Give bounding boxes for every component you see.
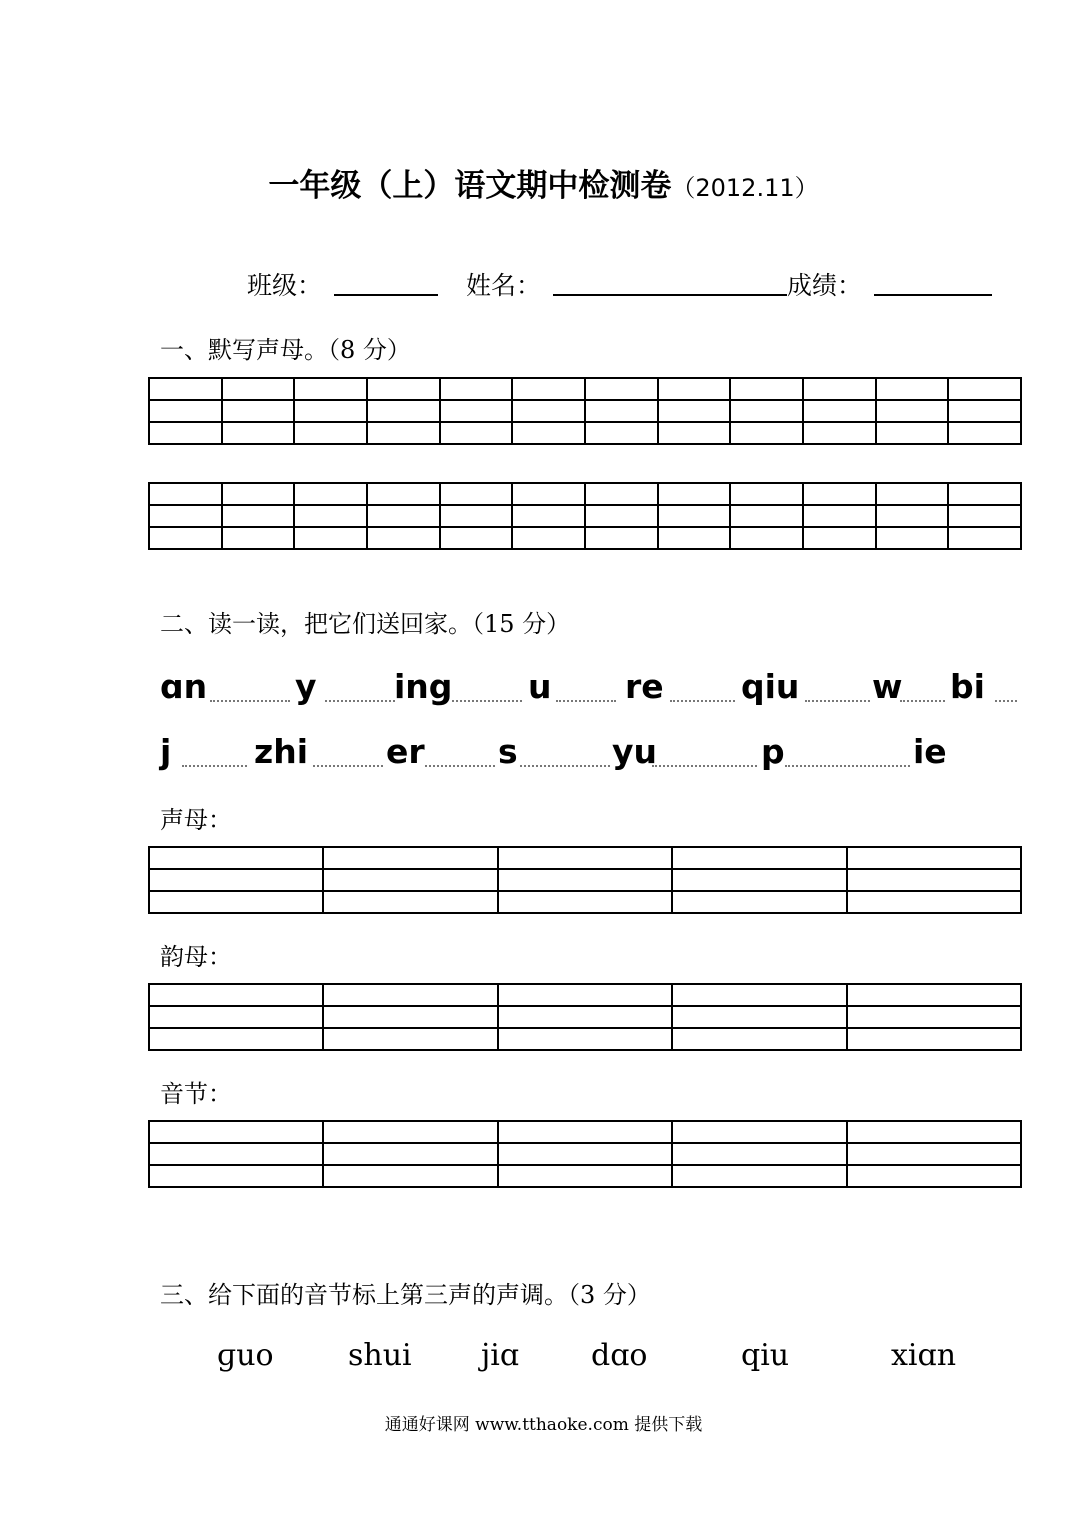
score-label: 成绩： [787,271,863,300]
pinyin-item: bi [950,667,985,706]
footer-credit: 通通好课网 www.tthaoke.com 提供下载 [384,1415,703,1435]
dotted-leader [520,765,610,767]
dotted-leader [652,765,757,767]
section3-heading: 三、给下面的音节标上第三声的声调。（3 分） [160,1281,651,1309]
pinyin-item: qiu [741,667,800,706]
shengmu-writing-grid-1[interactable] [148,377,1022,445]
title-date: （2012.11） [671,174,819,202]
dotted-leader [556,700,616,702]
tone-syllable[interactable]: qiu [741,1338,790,1373]
tone-syllable[interactable]: ɡuo [217,1338,274,1373]
dotted-leader [785,765,910,767]
yinjie-label: 音节： [160,1080,232,1108]
dotted-leader [900,700,945,702]
dotted-leader [425,765,495,767]
pinyin-item: s [498,732,518,771]
pinyin-item: p [761,732,785,771]
pinyin-item: y [295,667,317,706]
class-label: 班级： [247,271,323,300]
pinyin-item: w [872,667,903,706]
dotted-leader [995,700,1017,702]
yunmu-answer-grid[interactable] [148,983,1022,1051]
yunmu-label: 韵母： [160,943,232,971]
yinjie-answer-grid[interactable] [148,1120,1022,1188]
page-title [0,160,1087,205]
name-blank[interactable] [553,294,787,296]
dotted-leader [670,700,735,702]
pinyin-item: ie [913,732,947,771]
dotted-leader [805,700,870,702]
shengmu-answer-grid[interactable] [148,846,1022,914]
dotted-leader [182,765,247,767]
pinyin-item: j [160,732,172,771]
dotted-leader [210,700,290,702]
class-blank[interactable] [334,294,438,296]
shengmu-label: 声母： [160,806,232,834]
pinyin-item: ing [394,667,453,706]
tone-syllable[interactable]: xiɑn [891,1338,957,1373]
section1-heading: 一、默写声母。（8 分） [160,336,411,364]
tone-syllable[interactable]: shui [348,1338,412,1373]
pinyin-item: er [386,732,425,771]
dotted-leader [452,700,522,702]
pinyin-item: yu [612,732,658,771]
score-blank[interactable] [874,294,992,296]
shengmu-writing-grid-2[interactable] [148,482,1022,550]
section2-heading: 二、读一读，把它们送回家。（15 分） [160,610,571,638]
pinyin-item: re [625,667,664,706]
dotted-leader [313,765,383,767]
pinyin-item: ɑn [160,667,208,706]
pinyin-item: u [528,667,552,706]
dotted-leader [325,700,395,702]
pinyin-item: zhi [254,732,309,771]
tone-syllable[interactable]: dɑo [591,1338,648,1373]
tone-syllable[interactable]: jiɑ [481,1338,520,1373]
title-main: 一年级（上）语文期中检测卷 [268,168,672,204]
name-label: 姓名： [466,271,542,300]
